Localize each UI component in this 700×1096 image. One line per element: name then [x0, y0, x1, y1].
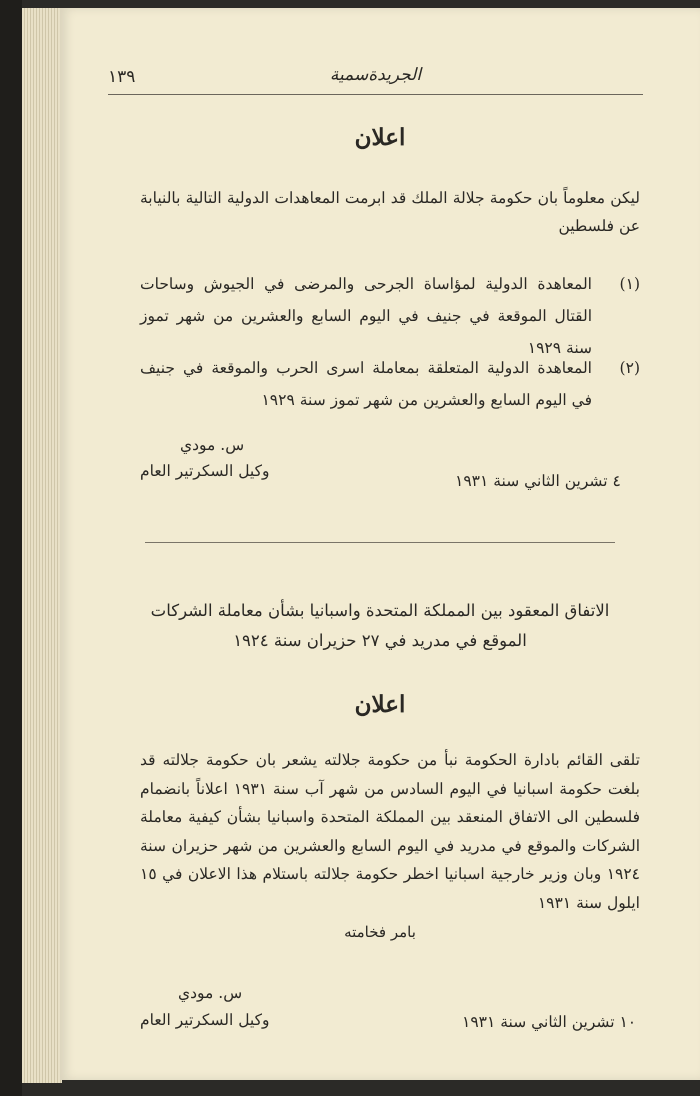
header-rule: [108, 94, 643, 95]
treaty-item-number: (١): [619, 275, 640, 293]
running-title: الجريدةسمية: [329, 65, 422, 85]
notice2-heading: اعلان: [354, 691, 406, 718]
notice2-signer-name: س. مودي: [178, 984, 243, 1002]
notice2-signer-title: وكيل السكرتير العام: [140, 1011, 270, 1029]
notice2-date: ١٠ تشرين الثاني سنة ١٩٣١: [462, 1013, 637, 1031]
treaty-item-text: المعاهدة الدولية المتعلقة بمعاملة اسرى الحرب والموقعة في جنيف في اليوم السابع والعشرين من شهر تموز سنة ١٩٢٩: [140, 359, 592, 409]
treaty-item-number: (٢): [619, 359, 640, 377]
document-page: [60, 8, 700, 1080]
treaty-item-text: المعاهدة الدولية لمؤاساة الجرحى والمرضى في الجيوش وساحات القتال الموقعة في جنيف في اليوم السابع والعشرين من شهر تموز سنة ١٩٢٩: [140, 275, 592, 357]
notice1-signer-title: وكيل السكرتير العام: [140, 462, 270, 480]
agreement-title-line1: الاتفاق المعقود بين المملكة المتحدة واسبانيا بشأن معاملة الشركات: [150, 601, 610, 620]
notice1-signer-name: س. مودي: [180, 436, 245, 454]
notice1-heading: اعلان: [354, 124, 406, 151]
page-number: ١٣٩: [108, 67, 136, 87]
notice2-closing: بامر فخامته: [344, 923, 416, 941]
page-edges: [22, 8, 62, 1083]
notice1-intro: ليكن معلوماً بان حكومة جلالة الملك قد ابرمت المعاهدات الدولية التالية بالنيابة عن فلسطين: [140, 189, 640, 235]
book-binding: [0, 0, 22, 1096]
section-divider: [145, 542, 615, 543]
notice1-date: ٤ تشرين الثاني سنة ١٩٣١: [455, 472, 621, 490]
treaty-item-2: [140, 352, 640, 416]
agreement-title-line2: الموقع في مدريد في ٢٧ حزيران سنة ١٩٢٤: [233, 631, 527, 650]
treaty-item-1: [140, 268, 640, 364]
page-header: [108, 63, 643, 95]
notice2-body: تلقى القائم بادارة الحكومة نبأ من حكومة جلالته يشعر بان حكومة جلالته قد بلغت حكومة اسبانيا في اليوم السادس من شهر آب سنة ١٩٣١ اعلاناً بانضمام فلسطين الى الاتفاق المنعقد بين المملكة المتحدة واسبانيا بشأن كيفية معاملة الشركات والموقع في مدريد في اليوم السابع والعشرين من شهر حزيران سنة ١٩٢٤ وبان وزير خارجية اسبانيا اخطر حكومة جلالته باستلام هذا الاعلان في ١٥ ايلول سنة ١٩٣١: [140, 751, 640, 912]
